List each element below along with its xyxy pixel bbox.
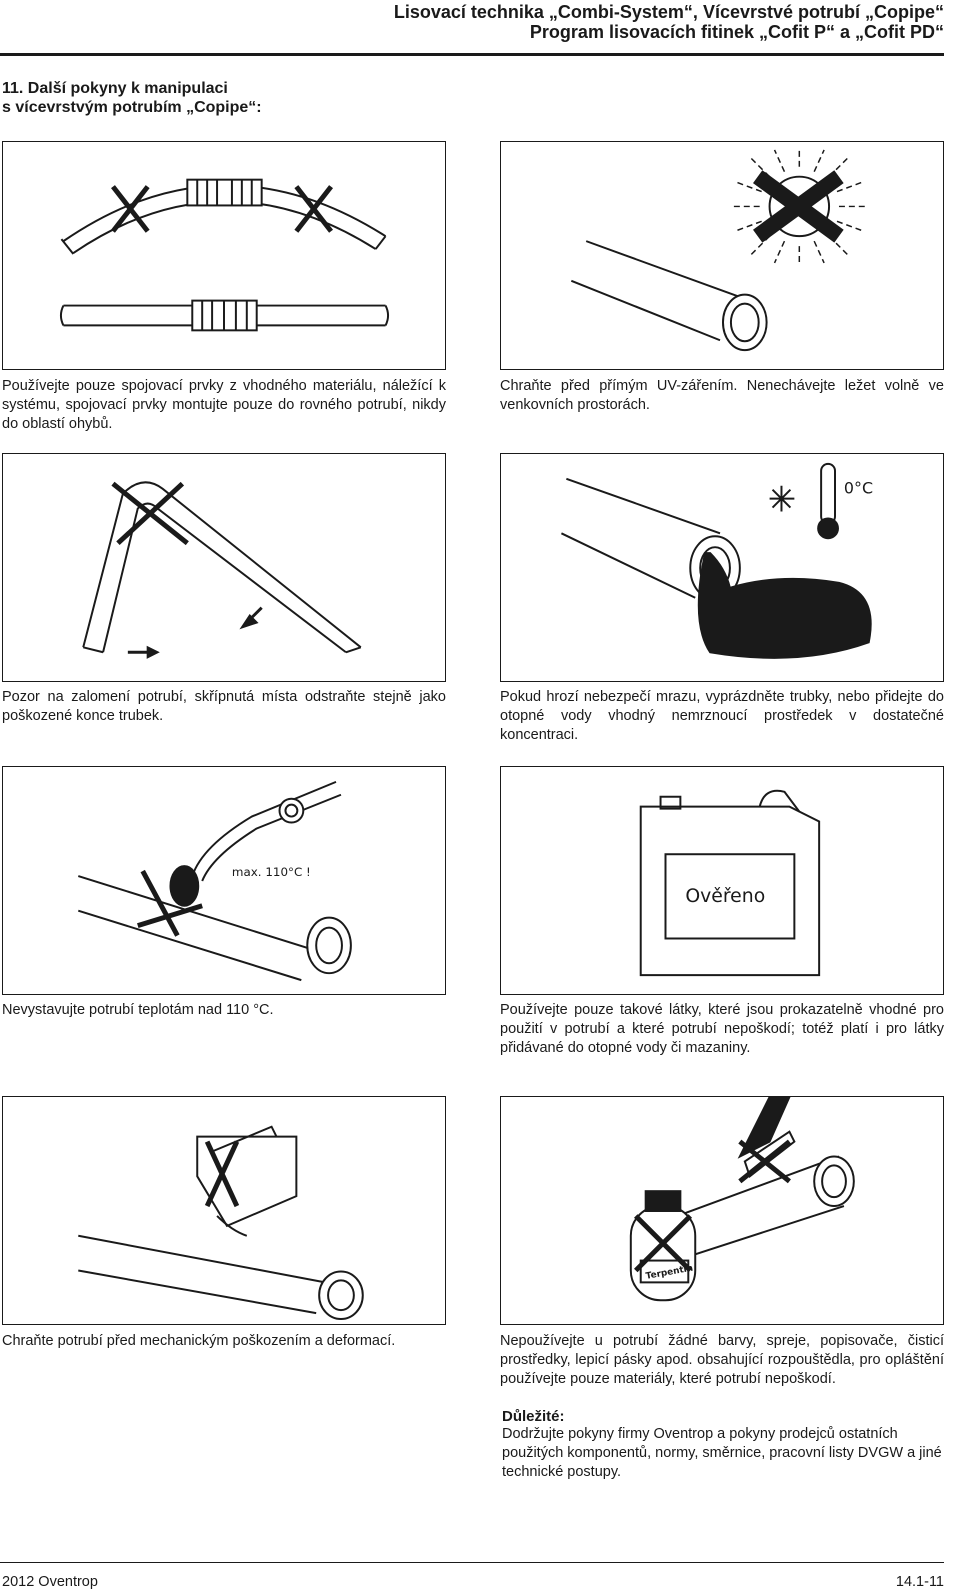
caption-kink: Pozor na zalomení potrubí, skřípnutá místa odstraňte stejně jako poškozené konce trubek. (2, 689, 446, 724)
uv-drawing (501, 142, 943, 369)
header-line-1: Lisovací technika „Combi-System“, Vícevrstvé potrubí „Copipe“ (393, 2, 944, 22)
page-header (394, 2, 944, 42)
illustration-heat (2, 766, 446, 995)
verified-drawing (501, 767, 943, 994)
important-text: Dodržujte pokyny firmy Oventrop a pokyny prodejců ostatních použitých komponentů, normy, směrnice, pracovní listy DVGW a jiné technické postupy. (502, 1426, 942, 1480)
footer-page-number: 14.1-11 (895, 1574, 944, 1590)
kink-drawing (3, 454, 445, 681)
illustration-kink (2, 453, 446, 682)
section-title (2, 79, 262, 117)
footer-copyright: 2012 Oventrop (2, 1574, 98, 1590)
header-line-2: Program lisovacích fitinek „Cofit P“ a „Cofit PD“ (529, 22, 944, 42)
solvents-drawing (501, 1097, 943, 1324)
illustration-frost (500, 453, 944, 682)
section-title-line-1: 11. Další pokyny k manipulaci (2, 80, 228, 97)
footer-rule (0, 1562, 944, 1563)
caption-mechanical: Chraňte potrubí před mechanickým poškozením a deformací. (2, 1333, 396, 1349)
turpentine-label: Terpentin (645, 1263, 694, 1282)
caption-verified: Používejte pouze takové látky, které jsou prokazatelně vhodné pro použití v potrubí a které potrubí nepoškodí; totéž platí i pro látky přidávané do otopné vody či mazaniny. (500, 1002, 944, 1056)
important-title: Důležité: (502, 1408, 565, 1425)
illustration-solvents (500, 1096, 944, 1325)
header-rule (0, 53, 944, 56)
heat-temp-label: max. 110°C ! (231, 865, 311, 880)
heat-drawing (3, 767, 445, 994)
caption-frost: Pokud hrozí nebezpečí mrazu, vyprázdněte trubky, nebo přidejte do otopné vody vhodný nemrznoucí prostředek v dostatečné koncentraci. (500, 689, 944, 743)
illustration-mechanical (2, 1096, 446, 1325)
caption-fittings: Používejte pouze spojovací prvky z vhodného materiálu, náležící k systému, spojovací prvky montujte pouze do rovného potrubí, nikdy do oblastí ohybů. (2, 378, 446, 432)
illustration-verified (500, 766, 944, 995)
frost-drawing (501, 454, 943, 681)
caption-solvents: Nepoužívejte u potrubí žádné barvy, spreje, popisovače, čisticí prostředky, lepicí pásky apod. obsahující rozpouštědla, pro opláštění používejte pouze materiály, které potrubí nepoškodí. (500, 1333, 944, 1387)
section-title-line-2: s vícevrstvým potrubím „Copipe“: (2, 99, 262, 116)
frost-temp-label: 0°C (843, 478, 874, 498)
illustration-fittings (2, 141, 446, 370)
mechanical-drawing (3, 1097, 445, 1324)
caption-uv: Chraňte před přímým UV-zářením. Nenechávejte ležet volně ve venkovních prostorách. (500, 378, 944, 413)
fittings-drawing (3, 142, 445, 369)
caption-heat: Nevystavujte potrubí teplotám nad 110 °C. (2, 1002, 274, 1018)
verified-label: Ověřeno (685, 885, 766, 907)
illustration-uv (500, 141, 944, 370)
